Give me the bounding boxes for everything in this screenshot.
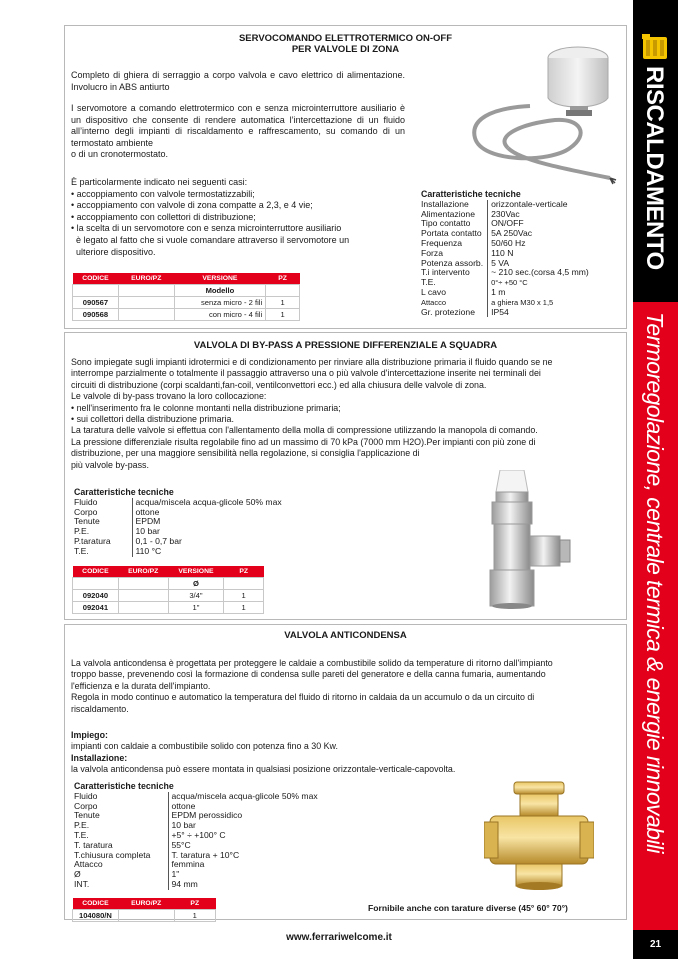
para-line: interrompe parzialmente o totalmente il passaggio attraverso una o più valvole d'intercettazione inserite nei terminali dei bbox=[71, 368, 541, 379]
spec-value: ON/OFF bbox=[488, 219, 589, 229]
spec-value: ottone bbox=[132, 508, 282, 518]
para-line: La taratura delle valvole si effettua con l'allentamento della molla di compressione utilizzando la manopola di comando. bbox=[71, 425, 538, 436]
section1-desc-text: I servomotore a comando elettrotermico con e senza microinterruttore ausiliario è un dispositivo che consente di rendere automatica l’intercettazione di un fluido all’interno degli impianti di riscaldamento e raffrescamento, su comando di un termostato ambiente bbox=[71, 103, 405, 148]
spec-value: EPDM bbox=[132, 517, 282, 527]
spec-value: a ghiera M30 x 1,5 bbox=[488, 298, 589, 308]
table-row bbox=[73, 589, 264, 601]
cell-pz: 1 bbox=[174, 909, 216, 921]
spec-key: Potenza assorb. bbox=[421, 257, 484, 268]
spec-value: 0,1 - 0,7 bar bbox=[132, 537, 282, 547]
subheader-empty bbox=[266, 284, 300, 296]
uses-item: ulteriore dispositivo. bbox=[76, 246, 156, 257]
col-codice: CODICE bbox=[73, 273, 119, 284]
install-text: la valvola anticondensa può essere montata in qualsiasi posizione orizzontale-verticale-capovolta. bbox=[71, 764, 456, 775]
spec-key: P.E. bbox=[74, 820, 90, 831]
specs-table bbox=[74, 792, 318, 890]
spec-value: IP54 bbox=[488, 308, 589, 318]
section3-footnote: Fornibile anche con tarature diverse (45° 60° 70°) bbox=[368, 903, 568, 913]
specs-table bbox=[421, 200, 589, 318]
para-line: • sui collettori della distribuzione primaria. bbox=[71, 414, 234, 425]
table-row bbox=[73, 601, 264, 613]
install-label: Installazione: bbox=[71, 752, 128, 763]
cell-code: 092041 bbox=[73, 601, 119, 613]
spec-value: orizzontale-verticale bbox=[488, 200, 589, 210]
cell-euro bbox=[118, 296, 174, 308]
spec-key: Tenute bbox=[74, 516, 100, 527]
table-row bbox=[73, 308, 300, 320]
para-line: La valvola anticondensa è progettata per proteggere le caldaie a combustibile solido da temperature di ritorno dall'impianto bbox=[71, 658, 553, 668]
section1-specs bbox=[421, 190, 589, 317]
category-sidebar bbox=[633, 0, 678, 959]
col-pz: PZ bbox=[224, 566, 264, 577]
spec-value: 1 m bbox=[488, 288, 589, 298]
spec-key: T.E. bbox=[421, 277, 436, 288]
spec-key: Fluido bbox=[74, 496, 98, 507]
spec-key: Tipo contatto bbox=[421, 218, 471, 229]
cell-euro bbox=[118, 601, 168, 613]
specs-title: Caratteristiche tecniche bbox=[74, 487, 174, 497]
spec-value: 5 VA bbox=[488, 259, 589, 269]
specs-title: Caratteristiche tecniche bbox=[421, 189, 521, 199]
section2-desc bbox=[71, 357, 623, 471]
para-line: riscaldamento. bbox=[71, 703, 129, 714]
impiego-text: impianti con caldaie a combustibile solido con potenza fino a 30 Kw. bbox=[71, 741, 338, 752]
spec-key: Corpo bbox=[74, 506, 98, 517]
para-line: l'efficienza e la durata dell'impianto. bbox=[71, 680, 211, 691]
spec-key: Attacco bbox=[74, 859, 103, 870]
spec-value: 50/60 Hz bbox=[488, 239, 589, 249]
spec-key: T.E. bbox=[74, 829, 89, 840]
specs-title: Caratteristiche tecniche bbox=[74, 781, 174, 791]
spec-key: Fluido bbox=[74, 790, 98, 801]
spec-value: 110 N bbox=[488, 249, 589, 259]
section1-uses bbox=[71, 177, 405, 258]
spec-key: Installazione bbox=[421, 198, 469, 209]
anticondensa-valve-image bbox=[484, 780, 594, 892]
subheader-empty bbox=[118, 284, 174, 296]
section3-specs bbox=[74, 782, 318, 890]
table-row bbox=[73, 296, 300, 308]
spec-key: Alimentazione bbox=[421, 208, 475, 219]
uses-item: • accoppiamento con valvole termostatizzabili; bbox=[71, 188, 255, 199]
section3-desc bbox=[71, 658, 623, 715]
cell-code: 104080/N bbox=[73, 909, 119, 921]
section3-product-table bbox=[72, 898, 216, 922]
footer-website[interactable]: www.ferrariwelcome.it bbox=[286, 932, 392, 943]
page-number: 21 bbox=[649, 939, 662, 950]
cell-code: 092040 bbox=[73, 589, 119, 601]
col-euro: EURO/PZ bbox=[118, 566, 168, 577]
spec-key: T. taratura bbox=[74, 839, 113, 850]
sidebar-subtitle: Termoregolazione, centrale termica & energie rinnovabili bbox=[642, 312, 668, 853]
cell-code: 090568 bbox=[73, 308, 119, 320]
spec-value: 110 °C bbox=[132, 547, 282, 557]
spec-value: 5A 250Vac bbox=[488, 229, 589, 239]
para-line: Regola in modo continuo e automatico la temperatura del fluido di ritorno in caldaia da un accumulo o da un circuito di bbox=[71, 692, 535, 703]
specs-table bbox=[74, 498, 282, 557]
spec-key: Ø bbox=[74, 869, 81, 880]
table-row bbox=[73, 909, 216, 921]
spec-value: 94 mm bbox=[168, 880, 318, 890]
cell-code: 090567 bbox=[73, 296, 119, 308]
subheader-empty bbox=[118, 577, 168, 589]
spec-value: 10 bar bbox=[132, 527, 282, 537]
servomotor-image bbox=[460, 38, 625, 188]
spec-key: Tenute bbox=[74, 810, 100, 821]
cell-version: 1" bbox=[168, 601, 224, 613]
section1-title-line1: SERVOCOMANDO ELETTROTERMICO ON-OFF bbox=[238, 33, 453, 44]
col-pz: PZ bbox=[266, 273, 300, 284]
spec-key: T.E. bbox=[74, 545, 89, 556]
spec-key: L cavo bbox=[421, 286, 447, 297]
radiator-icon bbox=[642, 34, 668, 62]
para-line: distribuzione, per una maggiore sensibilità nella regolazione, si consiglia l'applicazione di bbox=[71, 448, 420, 459]
section1-desc bbox=[71, 103, 405, 161]
col-euro: EURO/PZ bbox=[118, 898, 174, 909]
spec-value: 10 bar bbox=[168, 821, 318, 831]
uses-item: è legato al fatto che si vuole comandare attraverso il servomotore un bbox=[76, 234, 350, 245]
spec-key: INT. bbox=[74, 878, 90, 889]
cell-version: con micro - 4 fili bbox=[174, 308, 266, 320]
para-line: Sono impiegate sugli impianti idrotermici e di condizionamento per rinviare alla distribuzione primaria il fluido quando se ne bbox=[71, 357, 553, 367]
uses-intro: È particolarmente indicato nei seguenti casi: bbox=[71, 177, 248, 187]
spec-key: T.chiusura completa bbox=[74, 849, 151, 860]
spec-key: Corpo bbox=[74, 800, 98, 811]
col-versione: VERSIONE bbox=[174, 273, 266, 284]
impiego-label: Impiego: bbox=[71, 730, 108, 740]
cell-pz: 1 bbox=[266, 296, 300, 308]
spec-key: Attacco bbox=[421, 297, 447, 307]
section2-specs bbox=[74, 488, 282, 557]
spec-value: EPDM perossidico bbox=[168, 811, 318, 821]
bypass-valve-image bbox=[478, 470, 578, 610]
subheader-diameter: Ø bbox=[168, 577, 224, 589]
subheader-empty bbox=[73, 577, 119, 589]
col-pz: PZ bbox=[174, 898, 216, 909]
spec-key: Portata contatto bbox=[421, 228, 482, 239]
col-codice: CODICE bbox=[73, 566, 119, 577]
spec-value: femmina bbox=[168, 860, 318, 870]
spec-key: Gr. protezione bbox=[421, 306, 475, 317]
cell-euro bbox=[118, 909, 174, 921]
cell-euro bbox=[118, 308, 174, 320]
subheader-modello: Modello bbox=[174, 284, 266, 296]
spec-value: acqua/miscela acqua-glicole 50% max bbox=[132, 498, 282, 508]
para-line: circuiti di distribuzione (corpi scaldanti,fan-coil, ventilconvettori ecc.) ed alla chiusura delle valvole di zona. bbox=[71, 379, 487, 390]
spec-value: 230Vac bbox=[488, 210, 589, 220]
uses-item: • accoppiamento con valvole di zona compatte a 2,3, e 4 vie; bbox=[71, 200, 313, 211]
col-versione: VERSIONE bbox=[168, 566, 224, 577]
spec-value: 0°÷ +50 °C bbox=[488, 278, 589, 288]
cell-version: 3/4" bbox=[168, 589, 224, 601]
spec-value: 55°C bbox=[168, 841, 318, 851]
spec-value: T. taratura + 10°C bbox=[168, 851, 318, 861]
spec-value: 1" bbox=[168, 870, 318, 880]
section2-title: VALVOLA DI BY-PASS A PRESSIONE DIFFERENZIALE A SQUADRA bbox=[193, 340, 498, 351]
para-line: Le valvole di by-pass trovano la loro collocazione: bbox=[71, 391, 267, 402]
uses-item: • accoppiamento con collettori di distribuzione; bbox=[71, 211, 256, 222]
col-euro: EURO/PZ bbox=[118, 273, 174, 284]
spec-value: ottone bbox=[168, 802, 318, 812]
spec-key: Frequenza bbox=[421, 237, 463, 248]
section1-product-table bbox=[72, 273, 300, 321]
uses-item: • la scelta di un servomotore con e senza microinterruttore ausiliario bbox=[71, 223, 342, 234]
cell-pz: 1 bbox=[224, 601, 264, 613]
section3-usage bbox=[71, 730, 623, 776]
cell-euro bbox=[118, 589, 168, 601]
section1-title-line2: PER VALVOLE DI ZONA bbox=[291, 44, 400, 55]
spec-key: T.i intervento bbox=[421, 267, 470, 278]
section2-product-table bbox=[72, 566, 264, 614]
subheader-empty bbox=[73, 284, 119, 296]
subheader-empty bbox=[224, 577, 264, 589]
col-codice: CODICE bbox=[73, 898, 119, 909]
spec-value: ~ 210 sec.(corsa 4,5 mm) bbox=[488, 268, 589, 278]
section3-title: VALVOLA ANTICONDENSA bbox=[284, 630, 407, 641]
section1-desc-end: o di un cronotermostato. bbox=[71, 149, 169, 160]
cell-version: senza micro - 2 fili bbox=[174, 296, 266, 308]
spec-value: +5° ÷ +100° C bbox=[168, 831, 318, 841]
para-line: La pressione differenziale risulta regolabile fino ad un massimo di 70 kPa (7000 mm H2O).Per impianti con più zone di bbox=[71, 436, 536, 447]
spec-key: P.E. bbox=[74, 526, 90, 537]
spec-key: Forza bbox=[421, 247, 443, 258]
spec-value: acqua/miscela acqua-glicole 50% max bbox=[168, 792, 318, 802]
section1-intro: Completo di ghiera di serraggio a corpo valvola e cavo elettrico di alimentazione. Involucro in ABS antiurto bbox=[71, 70, 405, 92]
para-line: troppo basse, prevenendo così la formazione di condensa sulle pareti del generatore e della canna fumaria, aumentando bbox=[71, 669, 546, 680]
para-line: più valvole by-pass. bbox=[71, 459, 149, 470]
cell-pz: 1 bbox=[266, 308, 300, 320]
para-line: • nell'inserimento fra le colonne montanti nella distribuzione primaria; bbox=[71, 402, 341, 413]
sidebar-category: RISCALDAMENTO bbox=[641, 66, 668, 270]
spec-key: P.taratura bbox=[74, 535, 111, 546]
cell-pz: 1 bbox=[224, 589, 264, 601]
